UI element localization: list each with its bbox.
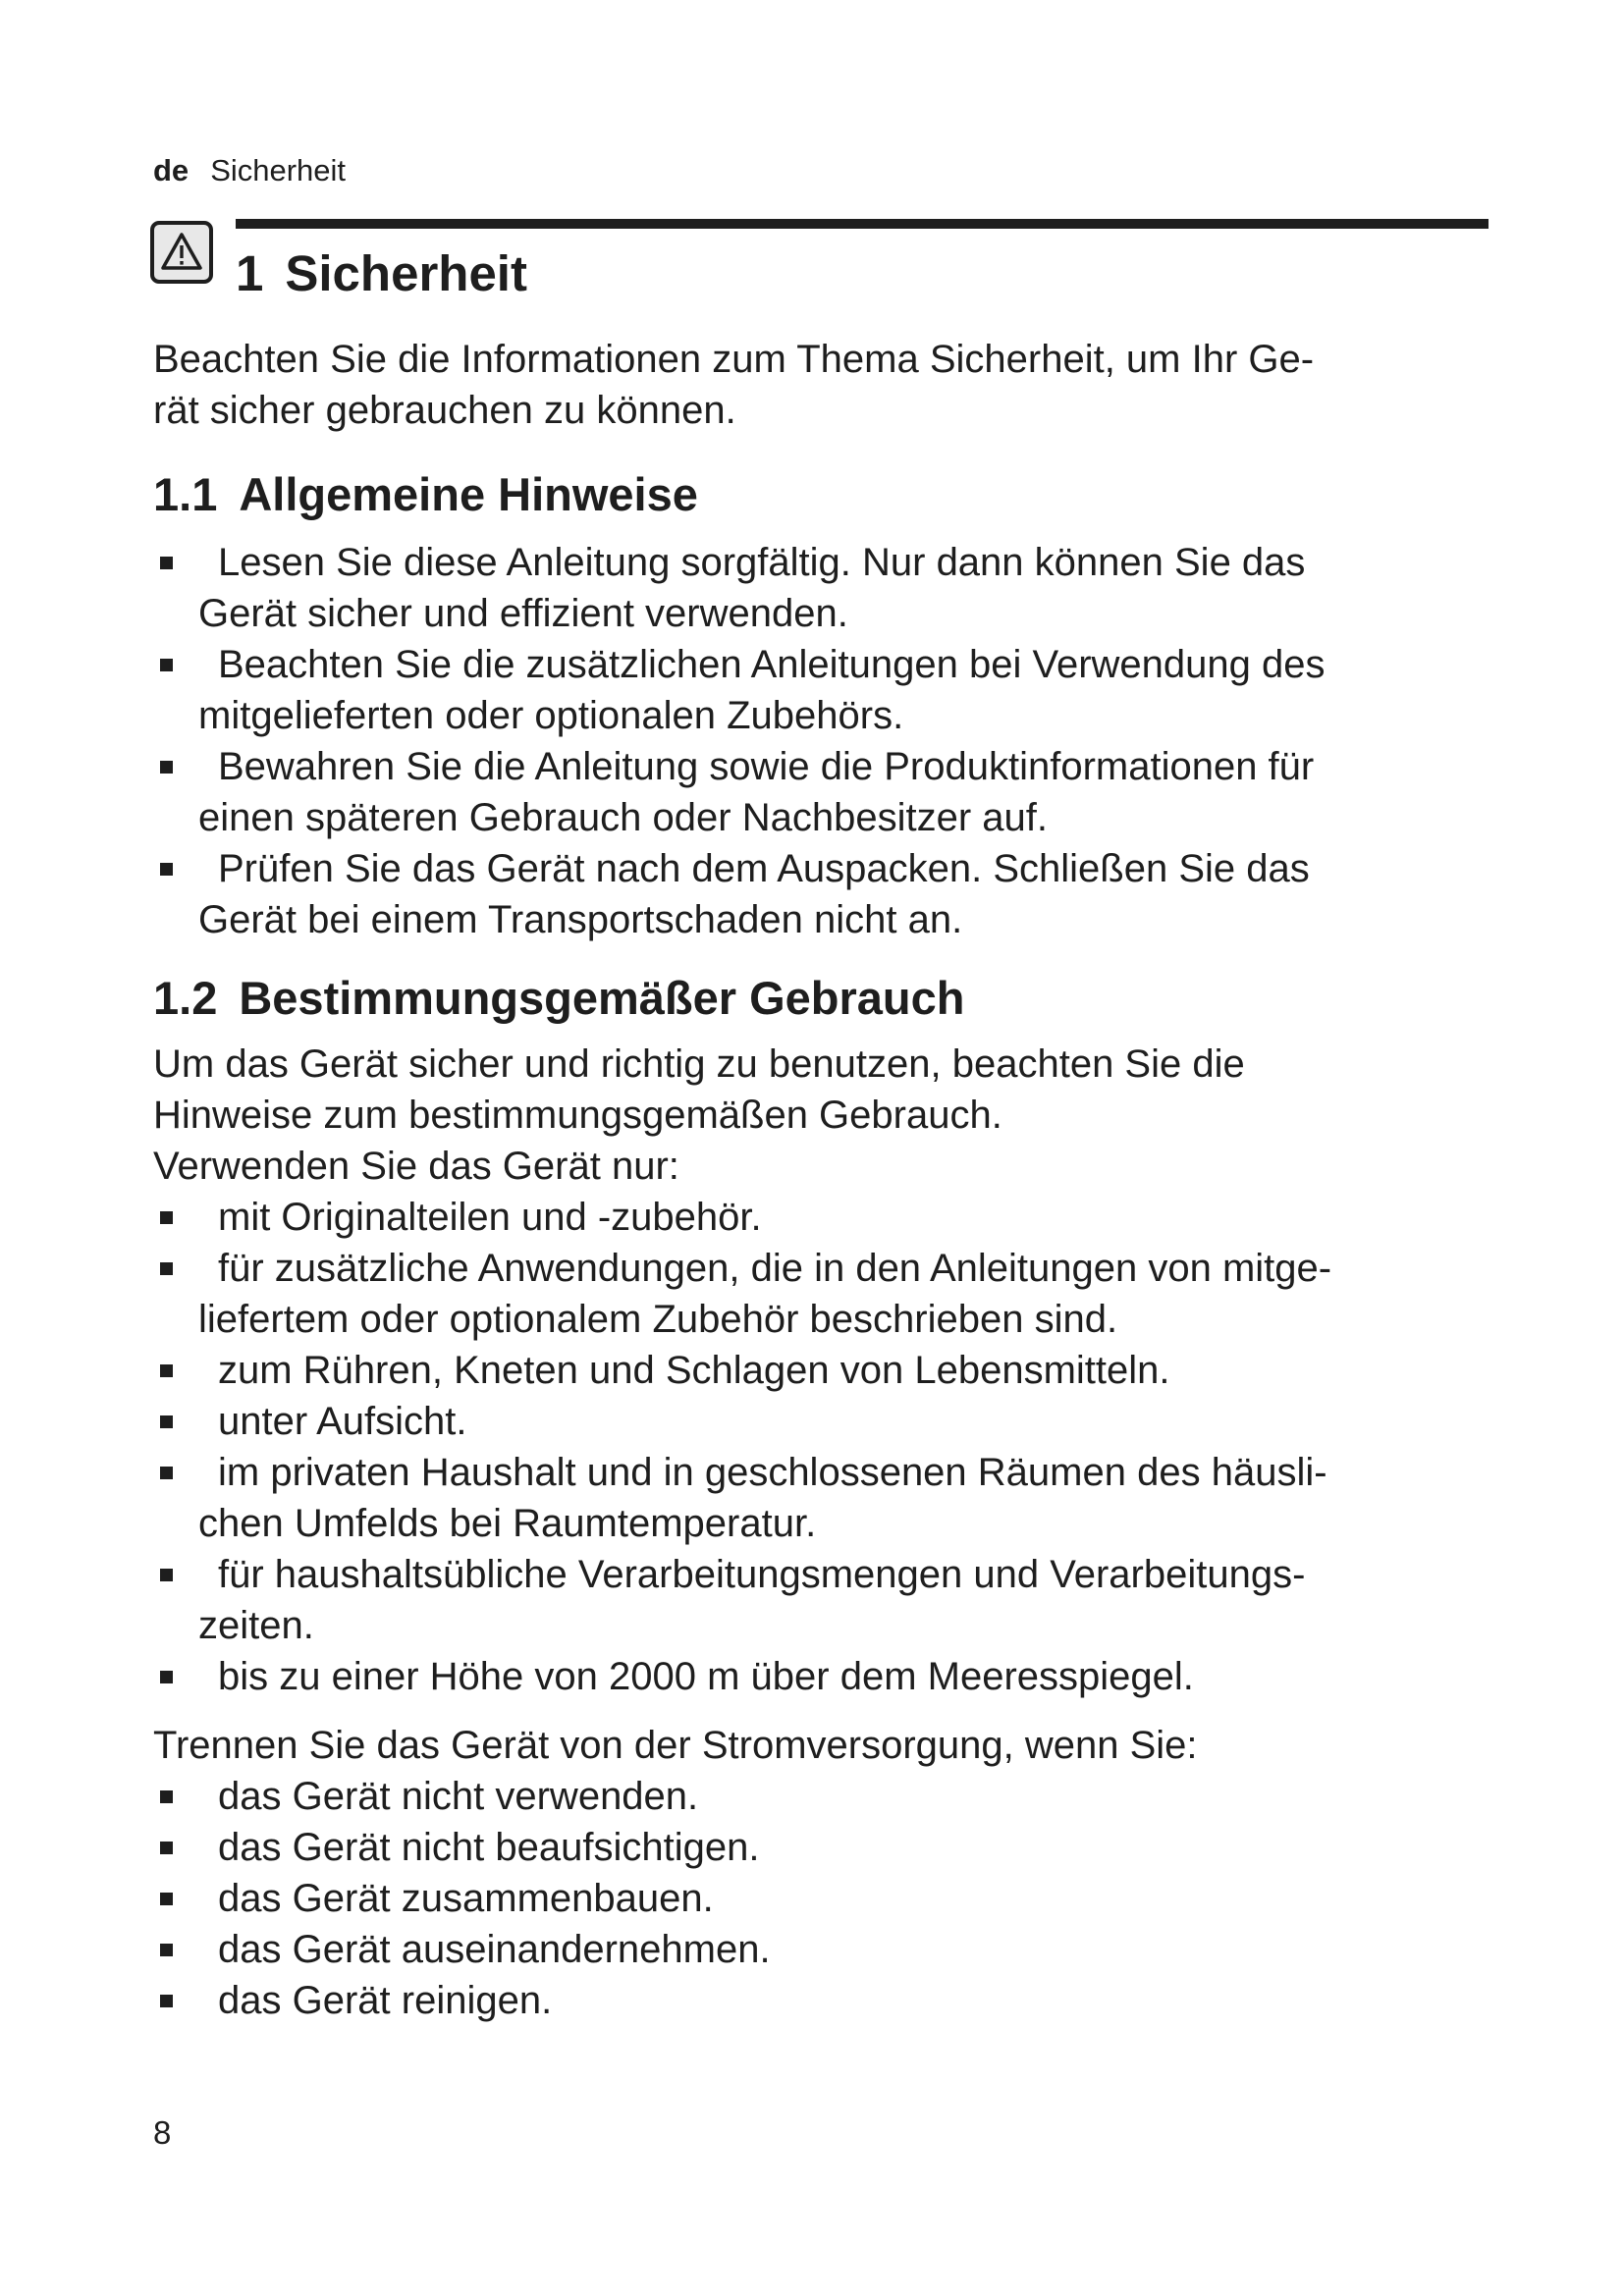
text-line: das Gerät zusammenbauen. [218, 1877, 714, 1920]
text-line: Prüfen Sie das Gerät nach dem Auspacken. Schließen Sie das [218, 847, 1310, 890]
list-item [153, 1822, 1547, 1873]
section-heading-1-1 [153, 468, 698, 521]
text-line: chen Umfelds bei Raumtemperatur. [198, 1502, 817, 1545]
list-item [153, 537, 1547, 639]
text-line: Beachten Sie die Informationen zum Thema Sicherheit, um Ihr Ge- [153, 338, 1315, 381]
list-item [153, 1873, 1547, 1924]
text-line: mit Originalteilen und -zubehör. [218, 1196, 762, 1239]
text-line: mitgelieferten oder optionalen Zubehörs. [198, 694, 904, 737]
list-item [153, 1192, 1547, 1243]
text-line: Bewahren Sie die Anleitung sowie die Produktinformationen für [218, 745, 1315, 788]
list-item [153, 1771, 1547, 1822]
list-item [153, 1975, 1547, 2026]
section-title: Bestimmungsgemäßer Gebrauch [239, 972, 965, 1024]
chapter-rule [236, 219, 1489, 229]
bullet-square-icon [160, 1790, 173, 1803]
intended-use-list [153, 1192, 1547, 1702]
disconnect-list [153, 1771, 1547, 2026]
chapter-intro [153, 334, 1528, 436]
text-line: bis zu einer Höhe von 2000 m über dem Meeresspiegel. [218, 1655, 1194, 1698]
list-item [153, 1243, 1547, 1345]
bullet-square-icon [160, 1671, 173, 1683]
disconnect-intro [153, 1720, 1528, 1771]
running-header-section: Sicherheit [210, 153, 347, 187]
list-item [153, 1396, 1547, 1447]
section-heading-1-2 [153, 972, 965, 1025]
bullet-square-icon [160, 659, 173, 671]
section-number: 1.1 [153, 468, 218, 520]
list-item [153, 1924, 1547, 1975]
text-line: das Gerät nicht beaufsichtigen. [218, 1826, 760, 1869]
text-line: liefertem oder optionalem Zubehör beschrieben sind. [198, 1298, 1118, 1341]
bullet-square-icon [160, 1995, 173, 2007]
page-number: 8 [153, 2114, 172, 2151]
text-line: für haushaltsübliche Verarbeitungsmengen und Verarbeitungs- [218, 1553, 1306, 1596]
text-line: das Gerät reinigen. [218, 1979, 553, 2022]
general-notes-list [153, 537, 1547, 945]
bullet-square-icon [160, 1944, 173, 1956]
text-line: Gerät bei einem Transportschaden nicht an. [198, 898, 963, 941]
text-line: rät sicher gebrauchen zu können. [153, 389, 736, 432]
bullet-square-icon [160, 1364, 173, 1377]
chapter-number: 1 [236, 245, 264, 301]
text-line: unter Aufsicht. [218, 1400, 467, 1443]
intended-use-intro [153, 1039, 1528, 1192]
bullet-square-icon [160, 557, 173, 569]
text-line: Hinweise zum bestimmungsgemäßen Gebrauch. [153, 1094, 1002, 1137]
list-item [153, 639, 1547, 741]
bullet-square-icon [160, 1467, 173, 1479]
bullet-square-icon [160, 761, 173, 774]
text-line: einen späteren Gebrauch oder Nachbesitzer auf. [198, 796, 1048, 839]
bullet-square-icon [160, 1893, 173, 1905]
text-line: für zusätzliche Anwendungen, die in den Anleitungen von mitge- [218, 1247, 1332, 1290]
bullet-square-icon [160, 1569, 173, 1581]
text-line: Um das Gerät sicher und richtig zu benutzen, beachten Sie die [153, 1042, 1245, 1086]
list-item [153, 1447, 1547, 1549]
list-item [153, 1549, 1547, 1651]
text-line: im privaten Haushalt und in geschlossenen Räumen des häusli- [218, 1451, 1327, 1494]
section-title: Allgemeine Hinweise [239, 468, 698, 520]
bullet-square-icon [160, 1842, 173, 1854]
text-line: zum Rühren, Kneten und Schlagen von Lebensmitteln. [218, 1349, 1170, 1392]
chapter-title [236, 245, 527, 302]
list-item [153, 1651, 1547, 1702]
list-item [153, 843, 1547, 945]
bullet-square-icon [160, 863, 173, 876]
text-line: Lesen Sie diese Anleitung sorgfältig. Nur dann können Sie das [218, 541, 1306, 584]
text-line: das Gerät auseinandernehmen. [218, 1928, 771, 1971]
text-line: Verwenden Sie das Gerät nur: [153, 1145, 679, 1188]
running-header [153, 153, 346, 188]
language-code: de [153, 153, 189, 187]
text-line: Trennen Sie das Gerät von der Stromversorgung, wenn Sie: [153, 1724, 1198, 1767]
text-line: das Gerät nicht verwenden. [218, 1775, 699, 1818]
text-line: zeiten. [198, 1604, 314, 1647]
text-line: Gerät sicher und effizient verwenden. [198, 592, 848, 635]
list-item [153, 1345, 1547, 1396]
bullet-square-icon [160, 1211, 173, 1224]
bullet-square-icon [160, 1262, 173, 1275]
text-line: Beachten Sie die zusätzlichen Anleitungen bei Verwendung des [218, 643, 1326, 686]
chapter-title-text: Sicherheit [285, 245, 527, 301]
bullet-square-icon [160, 1415, 173, 1428]
list-item [153, 741, 1547, 843]
section-number: 1.2 [153, 972, 218, 1024]
warning-triangle-icon [150, 221, 213, 284]
